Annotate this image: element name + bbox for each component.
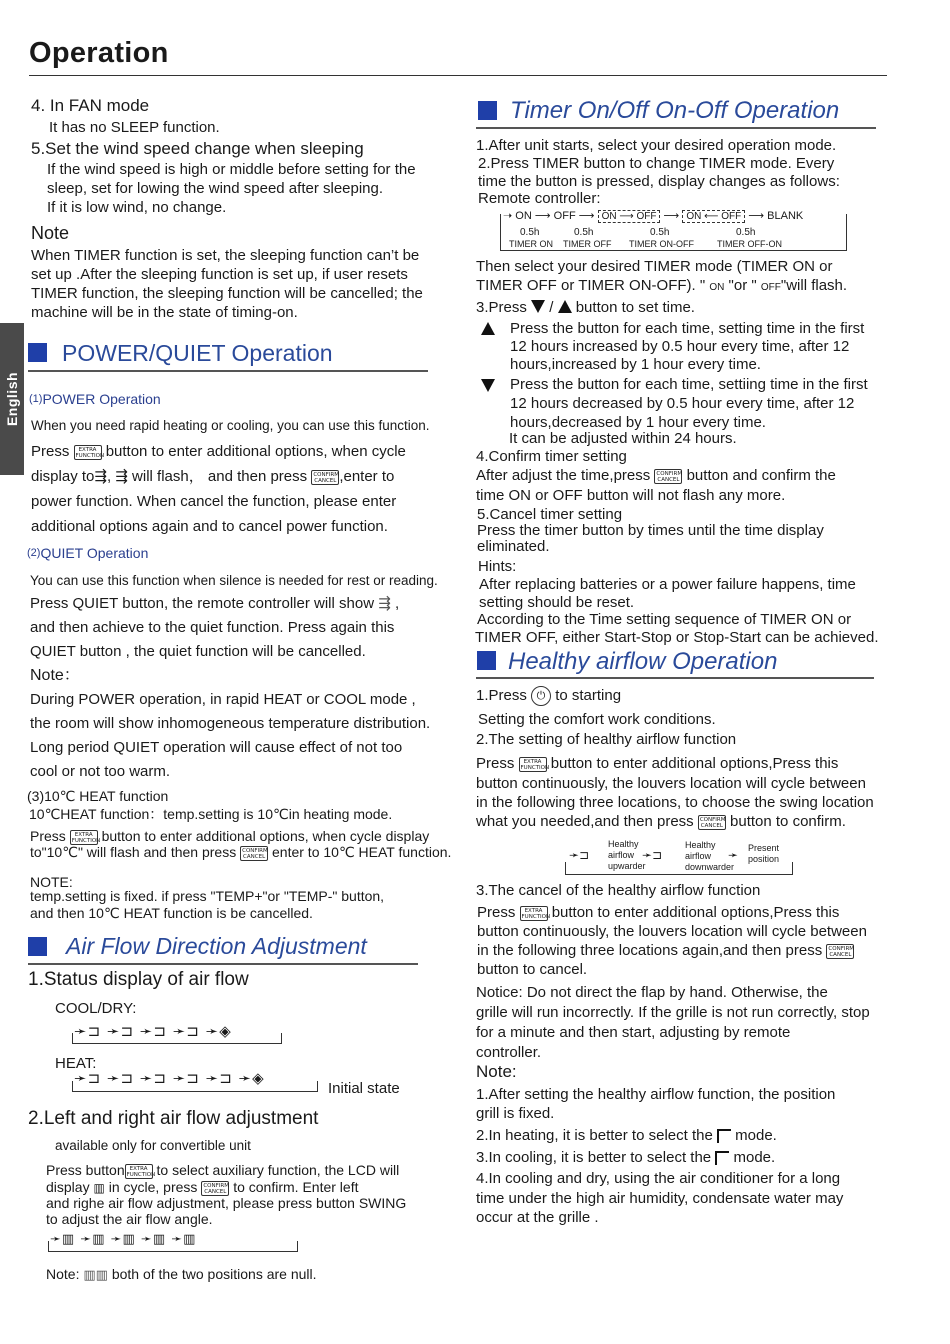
confirm-line: After adjust the time,press CONFIRM CANCEL button and confirm the [476,467,836,484]
quiet-line: QUIET button , the quiet function will be cancelled. [30,643,366,660]
healthy-cancel-line: button to cancel. [477,961,588,978]
section-rule [476,677,874,679]
healthy-downwarder-label: Healthy airflow downwarder [685,840,735,872]
timer-seq-label: TIMER ON [509,239,553,249]
extra-function-button-icon: EXTRA FUNCTION [75,446,105,459]
cool-dry-flap-sequence: ➛⊐ ➛⊐ ➛⊐ ➛⊐ ➛◈ [74,1022,232,1040]
healthy-note-line: 4.In cooling and dry, using the air conditioner for a long [476,1170,841,1187]
timer-line: Remote controller: [478,190,601,207]
section-marker-icon [28,937,47,956]
down-arrow-icon [531,300,545,313]
extra-function-button-icon: EXTRA FUNCTION [71,831,101,844]
hints-line: setting should be reset. [479,594,635,611]
flow-loop-box [48,1241,298,1252]
quiet-line: and then achieve to the quiet function. Press again this [30,619,395,636]
quiet-sub-heading: $^{(2)}$QUIET Operation [27,545,149,561]
note-caption-line: and then 10℃ HEAT function is be cancelled. [30,905,313,921]
section-rule [28,370,428,372]
flow-loop-box [72,1081,318,1092]
timer-up-line: hours,increased by 1 hour every time. [510,356,761,373]
airflow-heading: Air Flow Direction Adjustment [66,933,367,959]
power-note-line: cool or not too warm. [30,763,171,780]
section-marker-icon [477,651,496,670]
timer-up-line: 12 hours increased by 0.5 hour every time, after 12 [510,338,850,355]
page-title: Operation [29,37,169,69]
healthy-line: 2.The setting of healthy airflow function [476,731,737,748]
timer-line: time the button is pressed, display changes as follows: [478,173,840,190]
note-line: TIMER function, the sleeping function will be cancelled; the [31,285,423,302]
left-right-line: to adjust the air flow angle. [46,1211,213,1227]
wind-speed-line: If the wind speed is high or middle before setting for the [47,161,416,178]
initial-state-label: Initial state [328,1080,400,1097]
timer-seq-half-hour: 0.5h [736,227,756,238]
power-icon: ⏻ [531,686,551,706]
notice-line: grille will run incorrectly. If the grille is not run correctly, stop [476,1004,870,1021]
notice-line: Notice: Do not direct the flap by hand. Otherwise, the [476,984,828,1001]
timer-seq-label: TIMER OFF-ON [717,239,782,249]
healthy-line: button continuously, the louvers location will cycle between [476,775,866,792]
healthy-cancel-line: Press EXTRA FUNCTION button to enter additional options,Press this [477,904,840,921]
power-intro: When you need rapid heating or cooling, you can use this function. [31,418,430,433]
section-rule [28,963,418,965]
down-arrow-icon [481,378,495,396]
power-note-line: the room will show inhomogeneous temperature distribution. [30,715,431,732]
healthy-note-line: time under the high air humidity, condensate water may [476,1190,844,1207]
timer-line: 2.Press TIMER button to change TIMER mode. Every [478,155,835,172]
wind-speed-line: sleep, set for lowing the wind speed after sleeping. [47,180,384,197]
louver-icon: ▥ [93,1181,105,1195]
healthy-heading: Healthy airflow Operation [508,648,778,675]
left-right-sub: available only for convertible unit [55,1138,251,1153]
wind-speed-line: If it is low wind, no change. [47,199,227,216]
louver-sequence: ➛▥ ➛▥ ➛▥ ➛▥ ➛▥ [50,1232,197,1247]
heating-flap-mode-icon [717,1129,731,1143]
power-note-line: During POWER operation, in rapid HEAT or COOL mode , [30,691,416,708]
section-rule [476,127,876,129]
hints-heading: Hints: [478,558,517,575]
note-heading: Note [31,223,70,243]
louver-null-icon: ▥▥ [83,1268,108,1283]
timer-up-line: Press the button for each time, setting time in the first [510,320,865,337]
power-quiet-heading: POWER/QUIET Operation [62,340,333,366]
cancel-line: eliminated. [477,538,550,555]
healthy-note-line: 1.After setting the healthy airflow function, the position [476,1086,836,1103]
status-display-heading: 1.Status display of air flow [28,969,249,990]
side-tab-label: English [4,371,20,427]
healthy-cancel-line: button continuously, the louvers location will cycle between [477,923,867,940]
healthy-flap-arrow: ➛⊐ [569,848,590,862]
confirm-cancel-button-icon: CONFIRM CANCEL [242,847,268,860]
cancel-heading: 5.Cancel timer setting [477,506,623,523]
healthy-line: 1.Press ⏻ to starting [476,686,621,706]
left-right-line: display ▥ in cycle, press CONFIRM CANCEL to confirm. Enter left [46,1179,359,1195]
quiet-fan-icon: ⇶ [378,594,391,612]
note-caption-line: temp.setting is fixed. if press "TEMP+"or "TEMP-" button, [30,888,385,904]
timer-line: Then select your desired TIMER mode (TIMER ON or [476,258,833,275]
cool-dry-label: COOL/DRY: [55,1000,137,1017]
timer-adjust-line: It can be adjusted within 24 hours. [509,430,737,447]
left-right-line: and righe air flow adjustment, please press button SWING [46,1195,407,1211]
confirm-cancel-button-icon: CONFIRM CANCEL [313,471,339,484]
hints-line: TIMER OFF, either Start-Stop or Stop-Start can be achieved. [475,629,879,646]
power-note-heading: Note： [30,667,80,684]
title-rule [29,75,887,76]
hints-line: After replacing batteries or a power failure happens, time [479,576,856,593]
timer-seq-label: TIMER ON-OFF [629,239,694,249]
left-right-heading: 2.Left and right air flow adjustment [28,1108,319,1129]
confirm-cancel-button-icon: CONFIRM CANCEL [828,945,855,958]
note-line: set up .After the sleeping function is set up, if user resets [31,266,408,283]
up-arrow-icon [558,300,572,313]
fan-mode-line: It has no SLEEP function. [49,119,220,136]
healthy-note-line: 2.In heating, it is better to select the mode. [476,1127,777,1144]
note-line: machine will be in the state of timing-on. [31,304,298,321]
power-line: additional options again and to cancel power function. [31,518,388,535]
section-marker-icon [28,343,47,362]
healthy-line: in the following three locations, to choose the swing location [476,794,874,811]
timer-down-line: hours,decreased by 1 hour every time. [510,414,766,431]
healthy-upwarder-label: Healthy airflow upwarder [608,839,646,871]
healthy-note-line: 3.In cooling, it is better to select the mode. [476,1149,776,1166]
healthy-present-label: Present position [748,843,780,864]
power-fan-icon: ⇶ [115,467,128,485]
section-marker-icon [478,101,497,120]
confirm-heading: 4.Confirm timer setting [476,448,627,465]
quiet-line: Press QUIET button, the remote controller will show ⇶ , [30,594,400,612]
healthy-line: what you needed,and then press CONFIRM CANCEL button to confirm. [476,813,846,830]
louver-note: Note: ▥▥ both of the two positions are null. [46,1266,317,1283]
healthy-note-line: occur at the grille . [476,1209,599,1226]
cooling-flap-mode-icon [715,1151,729,1165]
left-right-line: Press button EXTRA FUNCTION to select auxiliary function, the LCD will [46,1162,400,1178]
power-note-line: Long period QUIET operation will cause effect of not too [30,739,403,756]
language-side-tab [0,323,24,475]
quiet-intro: You can use this function when silence is needed for rest or reading. [30,573,438,588]
power-fan-icon: ⇶ [94,467,107,485]
power-line: power function. When cancel the function, please enter [31,493,397,510]
notice-line: controller. [476,1044,542,1061]
heat-label: HEAT: [55,1055,97,1072]
timer-seq-half-hour: 0.5h [520,227,540,238]
power-line: display to⇶, ⇶ will flash， and then press CONFIRM CANCEL ,enter to [31,467,395,485]
extra-function-button-icon: EXTRA FUNCTION [126,1165,156,1178]
healthy-flap-arrow: ➛⊐ [642,848,663,862]
timer-line: 3.Press / button to set time. [476,299,695,316]
timer-seq-label: TIMER OFF [563,239,612,249]
power-sub-heading: $^{(1)}$POWER Operation [29,391,161,407]
note-line: When TIMER function is set, the sleeping function can’t be [31,247,420,264]
up-arrow-icon [481,321,495,339]
note-caption: NOTE: [30,874,73,890]
confirm-line: time ON or OFF button will not flash any more. [476,487,786,504]
healthy-flap-arrow: ➛ [728,848,739,862]
timer-down-line: 12 hours decreased by 0.5 hour every time, after 12 [510,395,855,412]
timer-seq-half-hour: 0.5h [574,227,594,238]
healthy-cancel-line: in the following three locations again,and then press CONFIRM CANCEL [477,942,855,959]
cancel-line: Press the timer button by times until the time display [477,522,824,539]
timer-heading: Timer On/Off On-Off Operation [510,97,840,124]
healthy-note-line: grill is fixed. [476,1105,555,1122]
confirm-cancel-button-icon: CONFIRM CANCEL [699,816,726,829]
flow-loop-box [72,1033,282,1044]
hints-line: According to the Time setting sequence of TIMER ON or [477,611,852,628]
healthy-line: Setting the comfort work conditions. [478,711,716,728]
notice-line: for a minute and then start, adjusting by remote [476,1024,791,1041]
power-line: Press EXTRA FUNCTION button to enter additional options, when cycle [31,443,406,460]
fan-mode-heading: 4. In FAN mode [31,96,150,115]
wind-speed-heading: 5.Set the wind speed change when sleeping [31,139,364,158]
confirm-cancel-button-icon: CONFIRM CANCEL [203,1182,229,1195]
healthy-line: Press EXTRA FUNCTION button to enter additional options,Press this [476,755,839,772]
heat10-heading: (3)10℃ HEAT function [27,788,169,804]
extra-function-button-icon: EXTRA FUNCTION [521,907,551,920]
timer-line: TIMER OFF or TIMER ON-OFF). " ON "or " OFF"will flash. [476,277,848,294]
healthy-cancel-heading: 3.The cancel of the healthy airflow function [476,882,761,899]
timer-down-line: Press the button for each time, settiing time in the first [510,376,868,393]
heat10-line: 10℃HEAT function：temp.setting is 10℃in heating mode. [29,806,393,822]
confirm-cancel-button-icon: CONFIRM CANCEL [656,470,683,483]
heat10-line: to"10℃" will flash and then press CONFIRM CANCEL enter to 10℃ HEAT function. [30,844,452,860]
heat10-line: Press EXTRA FUNCTION button to enter additional options, when cycle display [30,828,430,844]
timer-seq-half-hour: 0.5h [650,227,670,238]
timer-line: 1.After unit starts, select your desired operation mode. [476,137,837,154]
heat-flap-sequence: ➛⊐ ➛⊐ ➛⊐ ➛⊐ ➛⊐ ➛◈ [74,1069,265,1087]
healthy-note-heading: Note: [476,1062,517,1081]
timer-sequence-top: ➝ ON ⟶ OFF ⟶ ON ⟶ OFF ⟶ ON ⟵ OFF ⟶ BLANK [503,210,804,222]
extra-function-button-icon: EXTRA FUNCTION [520,758,550,771]
